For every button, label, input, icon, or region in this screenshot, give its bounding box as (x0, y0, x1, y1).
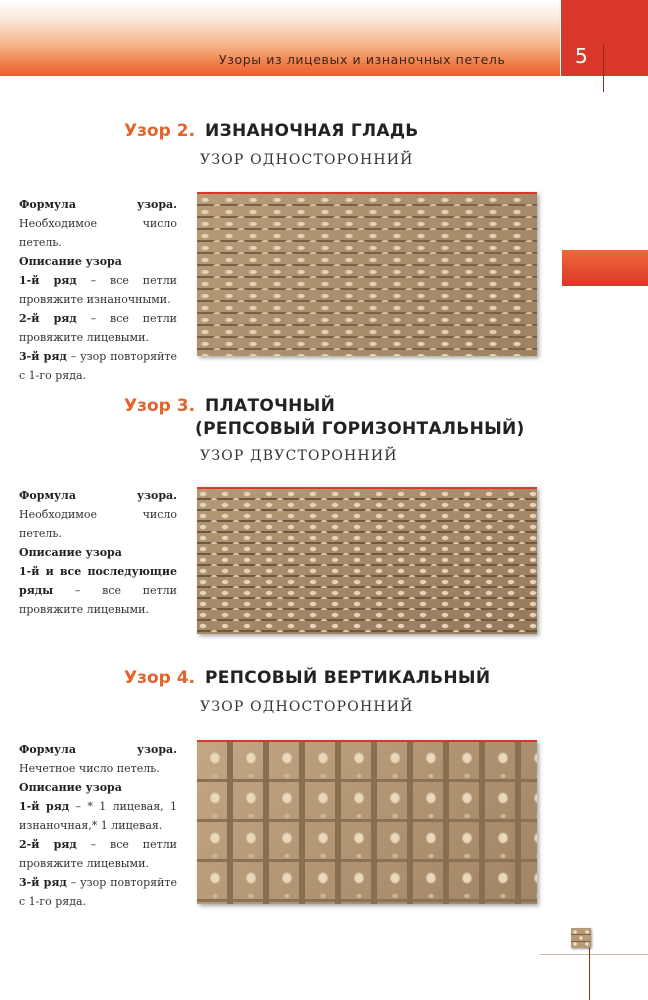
formula-label: Формула узора. (19, 198, 177, 211)
pattern-4-heading (124, 667, 490, 689)
pattern-4-name: РЕПСОВЫЙ ВЕРТИКАЛЬНЫЙ (205, 668, 491, 688)
pattern-4-description (19, 740, 177, 911)
row-text: – узор повторяйте с 1-го ряда. (19, 876, 177, 908)
pattern-2-name: ИЗНАНОЧНАЯ ГЛАДЬ (205, 121, 419, 141)
row-text: – все петли провяжите лицевыми. (19, 312, 178, 344)
row-label: 2-й ряд (19, 838, 77, 851)
knit-thumbnail-icon (571, 928, 591, 948)
chapter-title: Узоры из лицевых и изнаночных петель (219, 52, 506, 67)
row-label: 3-й ряд (19, 350, 67, 363)
formula-text: Необходимое число петель. (19, 508, 177, 540)
formula-label: Формула узора. (19, 489, 177, 502)
formula-label: Формула узора. (19, 743, 177, 756)
footer-rule (540, 954, 648, 955)
pattern-3-knit-photo (197, 487, 537, 634)
row-label: 3-й ряд (19, 876, 67, 889)
pattern-2-type: УЗОР ОДНОСТОРОННИЙ (200, 152, 414, 168)
header-divider-line (603, 44, 604, 92)
row-text: – узор повторяйте с 1-го ряда. (19, 350, 177, 382)
pattern-2-knit-photo (197, 192, 537, 356)
formula-text: Необходимое число петель. (19, 217, 177, 249)
row-text: – * 1 лицевая, 1 изнаночная,* 1 лицевая. (19, 800, 177, 832)
row-label: 1-й ряд (19, 800, 70, 813)
page-number: 5 (575, 44, 588, 68)
row-text: – все петли провяжите лицевыми. (19, 584, 177, 616)
row-label: 2-й ряд (19, 312, 77, 325)
formula-text: Нечетное число петель. (19, 762, 160, 775)
row-text: – все петли провяжите изнаночными. (19, 274, 178, 306)
pattern-3-type: УЗОР ДВУСТОРОННИЙ (200, 448, 398, 464)
pattern-3-subheading (195, 418, 525, 440)
pattern-4-type: УЗОР ОДНОСТОРОННИЙ (200, 699, 414, 715)
footer-divider-line (589, 940, 590, 1000)
row-label: 1-й и все последующие ряды (19, 565, 177, 597)
row-label: 1-й ряд (19, 274, 77, 287)
description-label: Описание узора (19, 255, 122, 268)
pattern-3-subname: (РЕПСОВЫЙ ГОРИЗОНТАЛЬНЫЙ) (195, 419, 525, 439)
pattern-2-heading (124, 120, 419, 142)
pattern-2-number: Узор 2. (124, 121, 196, 141)
description-label: Описание узора (19, 546, 122, 559)
pattern-3-heading (124, 395, 335, 417)
row-text: – все петли провяжите лицевыми. (19, 838, 178, 870)
pattern-3-description (19, 486, 177, 619)
pattern-3-name: ПЛАТОЧНЫЙ (205, 396, 336, 416)
description-label: Описание узора (19, 781, 122, 794)
side-tab-marker (562, 250, 648, 286)
pattern-3-number: Узор 3. (124, 396, 196, 416)
pattern-4-number: Узор 4. (124, 668, 196, 688)
pattern-4-knit-photo (197, 740, 537, 904)
pattern-2-description (19, 195, 177, 385)
